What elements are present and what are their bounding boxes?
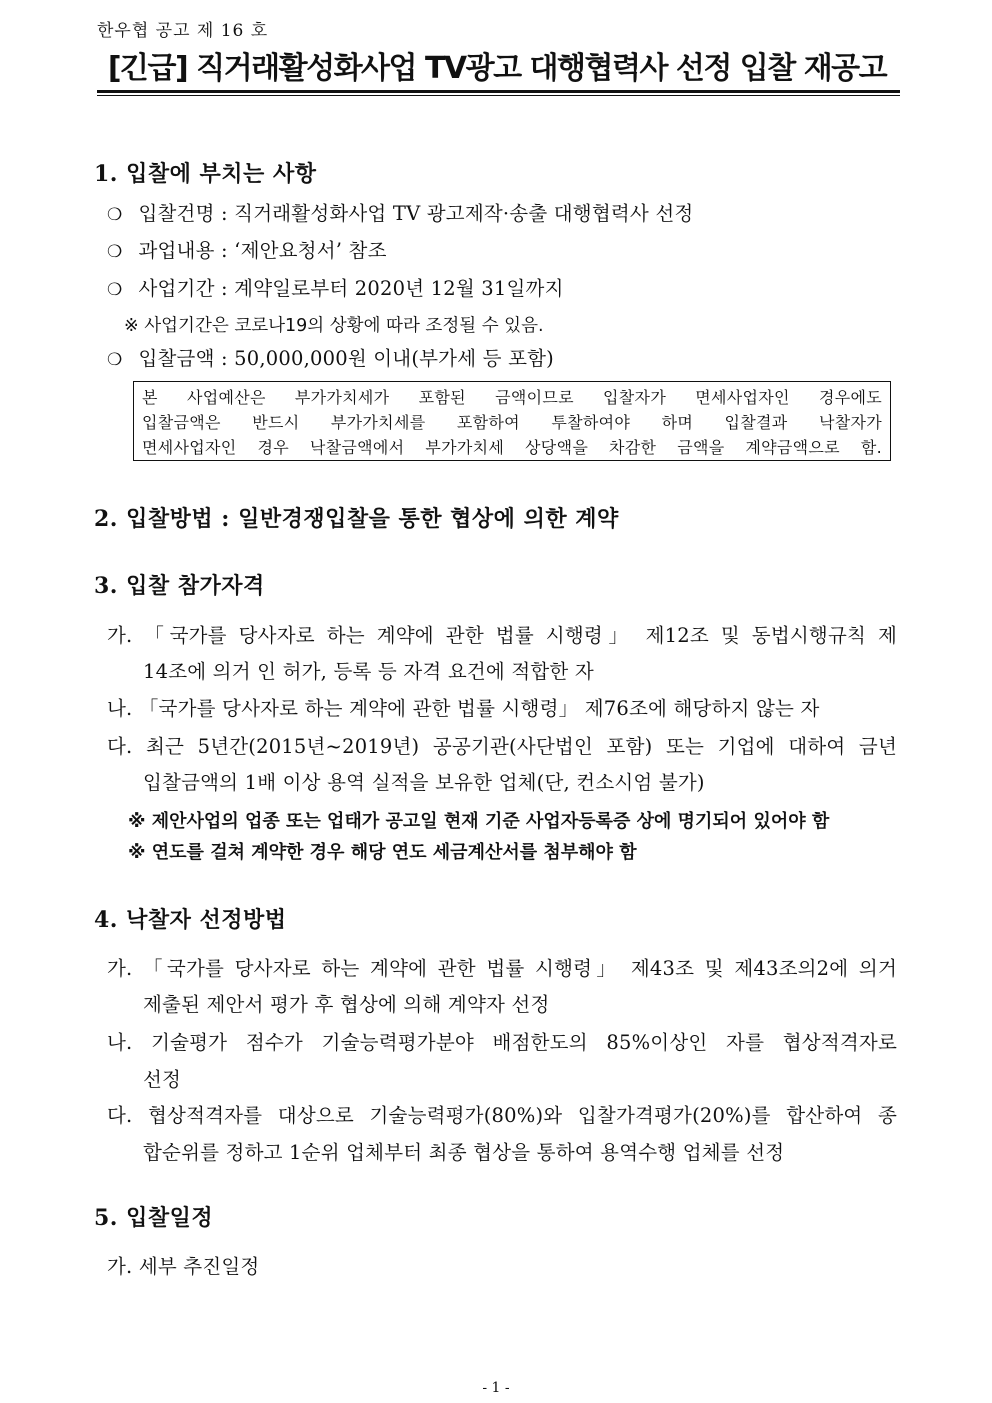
section1-item-title: [107, 198, 693, 226]
list-item: 나. 기술평가 점수가 기술능력평가분야 배점한도의 85%이상인 자를 협상적격자로: [107, 1031, 897, 1054]
list-item: 가. 세부 추진일정: [107, 1255, 260, 1278]
circle-bullet-icon: ❍: [107, 205, 123, 225]
section5-heading: 5. 입찰일정: [94, 1205, 214, 1231]
announcement-number: 한우협 공고 제 16 호: [97, 21, 269, 41]
list-item: 합순위를 정하고 1순위 업체부터 최종 협상을 통하여 용역수행 업체를 선정: [143, 1141, 785, 1164]
list-item: 나. 「국가를 당사자로 하는 계약에 관한 법률 시행령」 제76조에 해당하지 않는 자: [107, 697, 820, 720]
list-item: 사업기간 : 계약일로부터 2020년 12월 31일까지: [138, 277, 564, 300]
section3-heading: 3. 입찰 참가자격: [94, 573, 265, 599]
vat-notice-box: [133, 381, 891, 461]
page-number: - 1 -: [482, 1380, 510, 1396]
circle-bullet-icon: ❍: [107, 350, 123, 370]
list-item: 다. 협상적격자를 대상으로 기술능력평가(80%)와 입찰가격평가(20%)를 합산하여 종: [107, 1104, 897, 1127]
notice-line: 입찰금액은 반드시 부가가치세를 포함하여 투찰하여야 하며 입찰결과 낙찰자가: [142, 413, 882, 432]
list-item: 다. 최근 5년간(2015년~2019년) 공공기관(사단법인 포함) 또는 기업에 대하여 금년: [107, 735, 897, 758]
document-title: [긴급] 직거래활성화사업 TV광고 대행협력사 선정 입찰 재공고: [107, 51, 887, 86]
section1-item-period: [107, 273, 564, 301]
title-underline-thick: [97, 90, 900, 93]
section1-item-amount: [107, 343, 554, 371]
list-item: 선정: [143, 1068, 182, 1091]
qualification-note: ※ 제안사업의 업종 또는 업태가 공고일 현재 기준 사업자등록증 상에 명기되어 있어야 함: [128, 811, 830, 832]
title-underline-thin: [97, 95, 900, 96]
list-item: 가. 「국가를 당사자로 하는 계약에 관한 법률 시행령」 제43조 및 제43조의2에 의거: [107, 957, 897, 980]
qualification-note: ※ 연도를 걸쳐 계약한 경우 해당 연도 세금계산서를 첨부해야 함: [128, 842, 637, 863]
list-item: 14조에 의거 인 허가, 등록 등 자격 요건에 적합한 자: [143, 660, 594, 683]
list-item: 입찰금액 : 50,000,000원 이내(부가세 등 포함): [138, 347, 554, 370]
section4-heading: 4. 낙찰자 선정방법: [94, 907, 287, 933]
list-item: 입찰건명 : 직거래활성화사업 TV 광고제작·송출 대행협력사 선정: [138, 202, 694, 225]
circle-bullet-icon: ❍: [107, 242, 123, 262]
notice-line: 본 사업예산은 부가가치세가 포함된 금액이므로 입찰자가 면세사업자인 경우에도: [142, 388, 882, 407]
circle-bullet-icon: ❍: [107, 280, 123, 300]
section1-item-scope: [107, 235, 387, 263]
list-item: 제출된 제안서 평가 후 협상에 의해 계약자 선정: [143, 993, 550, 1016]
list-item: 과업내용 : ‘제안요청서’ 참조: [138, 239, 387, 262]
section1-heading: 1. 입찰에 부치는 사항: [94, 161, 317, 187]
list-item: 입찰금액의 1배 이상 용역 실적을 보유한 업체(단, 컨소시엄 불가): [143, 771, 705, 794]
period-note: ※ 사업기간은 코로나19의 상황에 따라 조정될 수 있음.: [124, 316, 544, 336]
list-item: 가. 「국가를 당사자로 하는 계약에 관한 법률 시행령」 제12조 및 동법시행규칙 제: [107, 624, 897, 647]
section2-heading: 2. 입찰방법 : 일반경쟁입찰을 통한 협상에 의한 계약: [94, 506, 619, 532]
notice-line: 면세사업자인 경우 낙찰금액에서 부가가치세 상당액을 차감한 금액을 계약금액으로 함.: [142, 438, 882, 457]
